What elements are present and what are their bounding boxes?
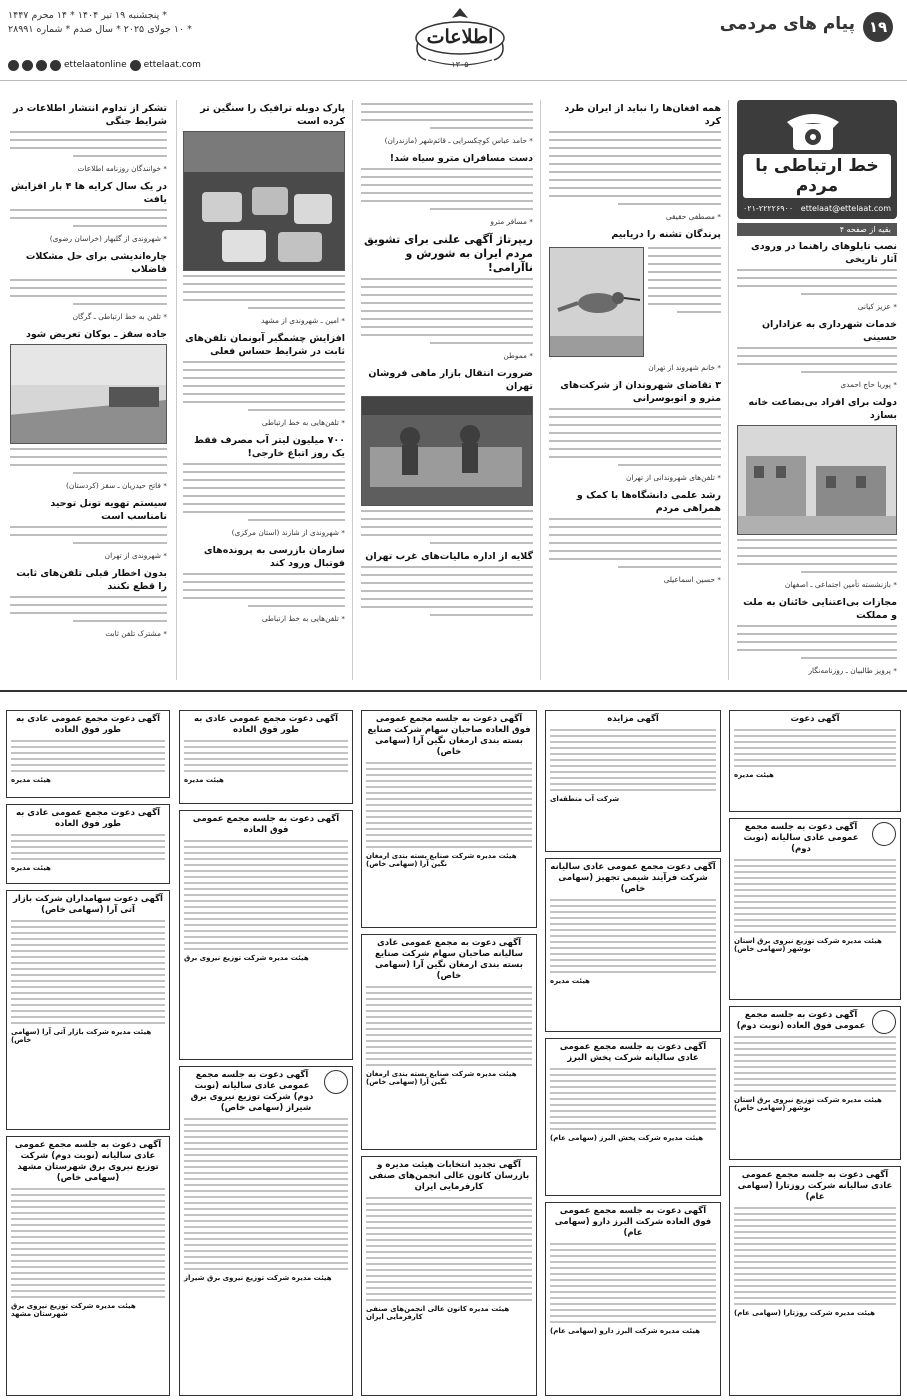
social-handle[interactable]: ettelaatonline bbox=[64, 60, 127, 70]
story-body bbox=[183, 463, 345, 521]
story-body bbox=[361, 510, 533, 544]
ad-notice bbox=[545, 1202, 721, 1396]
ad-signature: هیئت مدیره شرکت توزیع نیروی برق استان بوشهر (سهامی خاص) bbox=[734, 937, 882, 953]
story-source: * امین ـ شهروندی از مشهد bbox=[261, 316, 345, 325]
story-source: * مشترک تلفن ثابت bbox=[105, 629, 167, 638]
fish-market-photo bbox=[361, 396, 533, 506]
ad-body bbox=[184, 740, 348, 772]
ad-signature: هیئت مدیره bbox=[550, 977, 590, 985]
story-title: خدمات شهرداری به عزاداران حسینی bbox=[761, 319, 897, 343]
ad-title: آگهی دعوت به جلسه مجمع عمومی فوق العاده شرکت البرز دارو (سهامی عام) bbox=[554, 1206, 712, 1238]
story-body bbox=[549, 131, 721, 205]
story-body bbox=[737, 347, 897, 373]
column-divider bbox=[540, 100, 541, 680]
ads-column-e bbox=[4, 710, 172, 1400]
story-title: رشد علمی دانشگاه‌ها با کمک و همراهی مردم bbox=[576, 490, 721, 514]
ad-title: آگهی دعوت سهامداران شرکت بازار آتی آرا (سهامی خاص) bbox=[13, 894, 163, 915]
company-seal-icon bbox=[872, 822, 896, 846]
section-title: پیام های مردمی bbox=[719, 14, 855, 34]
ad-signature: هیئت مدیره bbox=[734, 771, 774, 779]
ad-notice bbox=[361, 934, 537, 1150]
ad-signature: هیئت مدیره شرکت صنایع بسته بندی ارمغان نگین آرا (سهامی خاص) bbox=[366, 852, 517, 868]
houses-photo bbox=[737, 425, 897, 535]
story-title: ریپرتاژ آگهی علنی برای تشویق مردم ایران به شورش و ناآرامی! bbox=[364, 233, 533, 274]
ad-notice bbox=[729, 1166, 901, 1396]
ad-body bbox=[550, 729, 716, 791]
ad-title: آگهی دعوت bbox=[790, 714, 840, 724]
column-divider bbox=[728, 100, 729, 680]
story-body bbox=[737, 625, 897, 659]
logo-year: ۱۳۰۵ bbox=[451, 60, 469, 69]
ad-title: آگهی مزایده bbox=[607, 714, 659, 724]
ad-body bbox=[734, 729, 896, 767]
story-source: * شهروندی از تهران bbox=[104, 551, 167, 560]
story-source: * مموطن bbox=[503, 351, 533, 360]
ad-title: آگهی دعوت به جلسه مجمع عمومی فوق العاده (نوبت دوم) bbox=[736, 1010, 866, 1031]
ad-signature: هیئت مدیره شرکت توزیع نیروی برق شیراز bbox=[184, 1274, 332, 1282]
story-source: * مسافر مترو bbox=[490, 217, 533, 226]
ad-body bbox=[11, 920, 165, 1024]
story-source: * تلفن‌هایی به خط ارتباطی bbox=[261, 418, 345, 427]
story-body bbox=[10, 596, 167, 622]
ad-notice bbox=[6, 890, 170, 1130]
story-title: دست مسافران مترو سیاه شد! bbox=[389, 153, 533, 164]
ad-title: آگهی دعوت مجمع عمومی عادی به طور فوق العاده bbox=[16, 808, 160, 829]
ad-title: آگهی دعوت مجمع عمومی عادی به طور فوق العاده bbox=[16, 714, 160, 735]
ad-title: آگهی دعوت به جلسه مجمع عمومی عادی سالیانه شرکت روزتارا (سهامی عام) bbox=[737, 1170, 893, 1202]
story-source: * فاتح حیدریان ـ سقز (کردستان) bbox=[66, 481, 167, 490]
ad-body bbox=[366, 762, 532, 848]
story-body bbox=[10, 209, 167, 227]
story-source: * خانم شهروند از تهران bbox=[648, 363, 721, 372]
ad-notice bbox=[6, 804, 170, 884]
ad-notice bbox=[729, 710, 901, 812]
story-body bbox=[10, 131, 167, 157]
ad-body bbox=[550, 899, 716, 973]
telegram-icon[interactable] bbox=[8, 60, 19, 71]
bird-photo bbox=[549, 247, 644, 357]
ad-signature: هیئت مدیره شرکت بازار آتی آرا (سهامی خاص) bbox=[11, 1028, 152, 1044]
story-body bbox=[361, 103, 533, 129]
story-title: سیستم تهویه تونل توحید نامناسب است bbox=[50, 498, 167, 522]
story-body bbox=[183, 573, 345, 607]
logo-wordmark: اطلاعات bbox=[426, 26, 494, 48]
ad-signature: هیئت مدیره شرکت توزیع نیروی برق bbox=[184, 954, 309, 962]
column-1 bbox=[545, 100, 725, 680]
ad-signature: هیئت مدیره شرکت پخش البرز (سهامی عام) bbox=[550, 1134, 704, 1142]
ads-column-a bbox=[727, 710, 903, 1400]
ad-body bbox=[11, 1188, 165, 1298]
story-source: * پرویز طالبیان ـ روزنامه‌نگار bbox=[808, 666, 897, 675]
story-source: * تلفن به خط ارتباطی ـ گرگان bbox=[72, 312, 167, 321]
column-3 bbox=[179, 100, 349, 680]
story-source: * تلفن‌های شهروندانی از تهران bbox=[626, 473, 721, 482]
ad-signature: هیئت مدیره شرکت روزتارا (سهامی عام) bbox=[734, 1309, 875, 1317]
ad-notice bbox=[729, 818, 901, 1000]
ad-body bbox=[734, 859, 896, 933]
story-title: همه افغان‌ها را نباید از ایران طرد کرد bbox=[564, 103, 721, 127]
story-title: دولت برای افراد بی‌بضاعت خانه بسازد bbox=[748, 397, 897, 421]
story-title: ۳ تقاضای شهروندان از شرکت‌های مترو و اتوبوسرانی bbox=[560, 380, 721, 404]
company-seal-icon bbox=[872, 1010, 896, 1034]
story-title: افزایش چشمگیر آبونمان تلفن‌های ثابت در شرایط حساس فعلی bbox=[185, 333, 345, 357]
story-body bbox=[361, 566, 533, 616]
continued-banner: بقیه از صفحه ۴ bbox=[737, 223, 897, 236]
ad-body bbox=[184, 1118, 348, 1270]
column-2 bbox=[357, 100, 537, 680]
instagram-icon[interactable] bbox=[22, 60, 33, 71]
ad-signature: هیئت مدیره bbox=[11, 864, 51, 872]
ad-title: آگهی دعوت به جلسه مجمع عمومی فوق العاده صاحبان سهام شرکت صنایع بسته بندی ارمغان نگین آرا (سهامی خاص) bbox=[367, 714, 531, 757]
story-body bbox=[737, 269, 897, 295]
youtube-icon[interactable] bbox=[50, 60, 61, 71]
story-source: * تلفن‌هایی به خط ارتباطی bbox=[261, 614, 345, 623]
ad-title: آگهی دعوت به جلسه مجمع عمومی عادی سالیانه (نوبت دوم) شرکت توزیع نیروی برق شهرستان مشهد (سهامی خاص) bbox=[14, 1140, 162, 1183]
ad-notice bbox=[545, 858, 721, 1032]
story-title: بدون اخطار قبلی تلفن‌های ثابت را قطع نکنند bbox=[16, 568, 167, 592]
story-body bbox=[10, 526, 167, 544]
ads-column-d bbox=[177, 710, 355, 1400]
date-line-issue: * ۱۰ جولای ۲۰۲۵ * سال صدم * شماره ۲۸۹۹۱ bbox=[8, 24, 192, 35]
column-divider bbox=[176, 100, 177, 680]
ad-signature: شرکت آب منطقه‌ای bbox=[550, 795, 620, 803]
ad-signature: هیئت مدیره شرکت توزیع نیروی برق استان بوشهر (سهامی خاص) bbox=[734, 1096, 882, 1112]
story-body bbox=[183, 361, 345, 411]
story-title: در یک سال کرایه ها ۴ بار افزایش یافت bbox=[10, 181, 167, 205]
ad-notice bbox=[6, 710, 170, 798]
ad-body bbox=[734, 1036, 896, 1092]
ad-title: آگهی دعوت مجمع عمومی عادی به طور فوق العاده bbox=[194, 714, 338, 735]
story-body bbox=[10, 448, 167, 474]
story-source: * پوریا حاج احمدی bbox=[840, 380, 897, 389]
ad-signature: هیئت مدیره شرکت توزیع نیروی برق شهرستان مشهد bbox=[11, 1302, 136, 1318]
ad-title: آگهی تجدید انتخابات هیئت مدیره و بازرسان کانون عالی انجمن‌های صنفی کارفرمایی ایران bbox=[368, 1160, 530, 1192]
story-title: سازمان بازرسی به پرونده‌های فوتبال ورود کند bbox=[203, 545, 345, 569]
story-source: * بازنشسته تأمین اجتماعی ـ اصفهان bbox=[784, 580, 897, 589]
ad-title: آگهی دعوت به مجمع عمومی عادی سالیانه صاحبان سهام شرکت صنایع بسته بندی ارمغان نگین آرا (سهامی خاص) bbox=[375, 938, 523, 981]
page-header bbox=[0, 0, 907, 82]
ad-signature: هیئت مدیره شرکت البرز دارو (سهامی عام) bbox=[550, 1327, 700, 1335]
story-source: * شهروندی از شازند (استان مرکزی) bbox=[231, 528, 345, 537]
story-body bbox=[10, 279, 167, 305]
story-body bbox=[361, 168, 533, 210]
story-source: * حامد عباس کوچکسرایی ـ قائم‌شهر (مازندران) bbox=[384, 136, 533, 145]
hotline-contacts bbox=[743, 204, 891, 213]
story-source: * مصطفی حقیقی bbox=[665, 212, 721, 221]
story-body bbox=[648, 244, 721, 357]
story-title: جاده سقز ـ بوکان تعریض شود bbox=[25, 329, 167, 340]
ad-notice bbox=[545, 710, 721, 852]
ad-body bbox=[366, 986, 532, 1066]
ad-notice bbox=[729, 1006, 901, 1160]
hotline-title: خط ارتباطی با مردم bbox=[743, 154, 891, 198]
date-line-persian: * پنجشنبه ۱۹ تیر ۱۴۰۴ * ۱۴ محرم ۱۴۴۷ bbox=[8, 10, 167, 21]
story-title: چاره‌اندیشی برای حل مشکلات فاضلاب bbox=[25, 251, 167, 275]
ad-notice bbox=[179, 710, 353, 804]
ad-notice bbox=[6, 1136, 170, 1396]
story-body bbox=[549, 518, 721, 568]
company-seal-icon bbox=[324, 1070, 348, 1094]
ad-title: آگهی دعوت مجمع عمومی عادی سالیانه شرکت فرآیند شیمی تجهیز (سهامی خاص) bbox=[550, 862, 716, 894]
story-body bbox=[183, 275, 345, 309]
story-title: ضرورت انتقال بازار ماهی فروشان تهران bbox=[368, 368, 533, 392]
story-title: ۷۰۰ میلیون لیتر آب مصرف فقط یک روز اتباع خارجی! bbox=[194, 435, 345, 459]
web-icon[interactable] bbox=[130, 60, 141, 71]
ad-notice bbox=[361, 1156, 537, 1396]
ads-column-c bbox=[359, 710, 539, 1400]
ad-signature: هیئت مدیره شرکت صنایع بسته بندی ارمغان نگین آرا (سهامی خاص) bbox=[366, 1070, 517, 1086]
column-4 bbox=[6, 100, 171, 680]
ad-notice bbox=[179, 810, 353, 1060]
hotline-phone[interactable]: ۰۲۱-۲۲۲۲۶۹۰۰ bbox=[743, 204, 794, 213]
ad-signature: هیئت مدیره کانون عالی انجمن‌های صنفی کارفرمایی ایران bbox=[366, 1305, 510, 1321]
ad-body bbox=[550, 1068, 716, 1130]
story-body bbox=[549, 408, 721, 466]
ad-notice bbox=[179, 1066, 353, 1396]
traffic-photo bbox=[183, 131, 345, 271]
story-title: تشکر از تداوم انتشار اطلاعات در شرایط جنگی bbox=[13, 103, 167, 127]
ads-column-b bbox=[543, 710, 723, 1400]
story-source: * حسین اسماعیلی bbox=[663, 575, 721, 584]
website-link[interactable]: ettelaat.com bbox=[143, 60, 201, 70]
hotline-box bbox=[737, 100, 897, 219]
ad-signature: هیئت مدیره bbox=[11, 776, 51, 784]
road-photo bbox=[10, 344, 167, 444]
page-number-badge: ۱۹ bbox=[863, 12, 893, 42]
story-title: نصب تابلوهای راهنما در ورودی آثار تاریخی bbox=[751, 241, 897, 265]
twitter-icon[interactable] bbox=[36, 60, 47, 71]
ads-divider bbox=[0, 690, 907, 692]
ad-body bbox=[734, 1207, 896, 1305]
telephone-icon bbox=[743, 106, 891, 154]
column-divider bbox=[352, 100, 353, 680]
story-source: * شهروندی از گلبهار (خراسان رضوی) bbox=[49, 234, 167, 243]
ad-notice bbox=[361, 710, 537, 928]
ad-body bbox=[11, 740, 165, 772]
ad-notice bbox=[545, 1038, 721, 1196]
ad-title: آگهی دعوت به جلسه مجمع عمومی فوق العاده bbox=[192, 814, 340, 835]
newspaper-logo bbox=[410, 4, 510, 74]
ad-title: آگهی دعوت به جلسه مجمع عمومی عادی سالیانه (نوبت دوم) شرکت توزیع نیروی برق شیراز (سهامی خاص) bbox=[190, 1070, 314, 1113]
ads-section bbox=[0, 710, 907, 1400]
ad-title: آگهی دعوت به جلسه مجمع عمومی عادی سالیانه شرکت پخش البرز bbox=[559, 1042, 707, 1063]
ad-title: آگهی دعوت به جلسه مجمع عمومی عادی سالیانه (نوبت دوم) bbox=[743, 822, 859, 854]
story-body bbox=[737, 539, 897, 573]
ad-body bbox=[366, 1197, 532, 1301]
header-divider bbox=[0, 80, 907, 81]
story-body bbox=[361, 278, 533, 344]
story-title: پرندگان تشنه را دریابیم bbox=[611, 229, 721, 240]
story-source: * خوانندگان روزنامه اطلاعات bbox=[77, 164, 167, 173]
ad-body bbox=[11, 834, 165, 860]
ad-body bbox=[184, 840, 348, 950]
ad-signature: هیئت مدیره bbox=[184, 776, 224, 784]
story-title: مجازات بی‌اعتنایی خائنان به ملت و مملکت bbox=[743, 597, 897, 621]
hotline-email[interactable]: ettelaat@ettelaat.com bbox=[800, 204, 891, 213]
social-links bbox=[8, 58, 228, 72]
story-source: * عزیز کیانی bbox=[857, 302, 897, 311]
bird-story bbox=[549, 244, 721, 361]
story-title: گلایه از اداره مالیات‌های غرب تهران bbox=[365, 551, 533, 562]
news-section bbox=[0, 100, 907, 680]
ad-body bbox=[550, 1243, 716, 1323]
story-title: پارک دوبله ترافیک را سنگین تر کرده است bbox=[200, 103, 345, 127]
column-hotline bbox=[733, 100, 901, 680]
